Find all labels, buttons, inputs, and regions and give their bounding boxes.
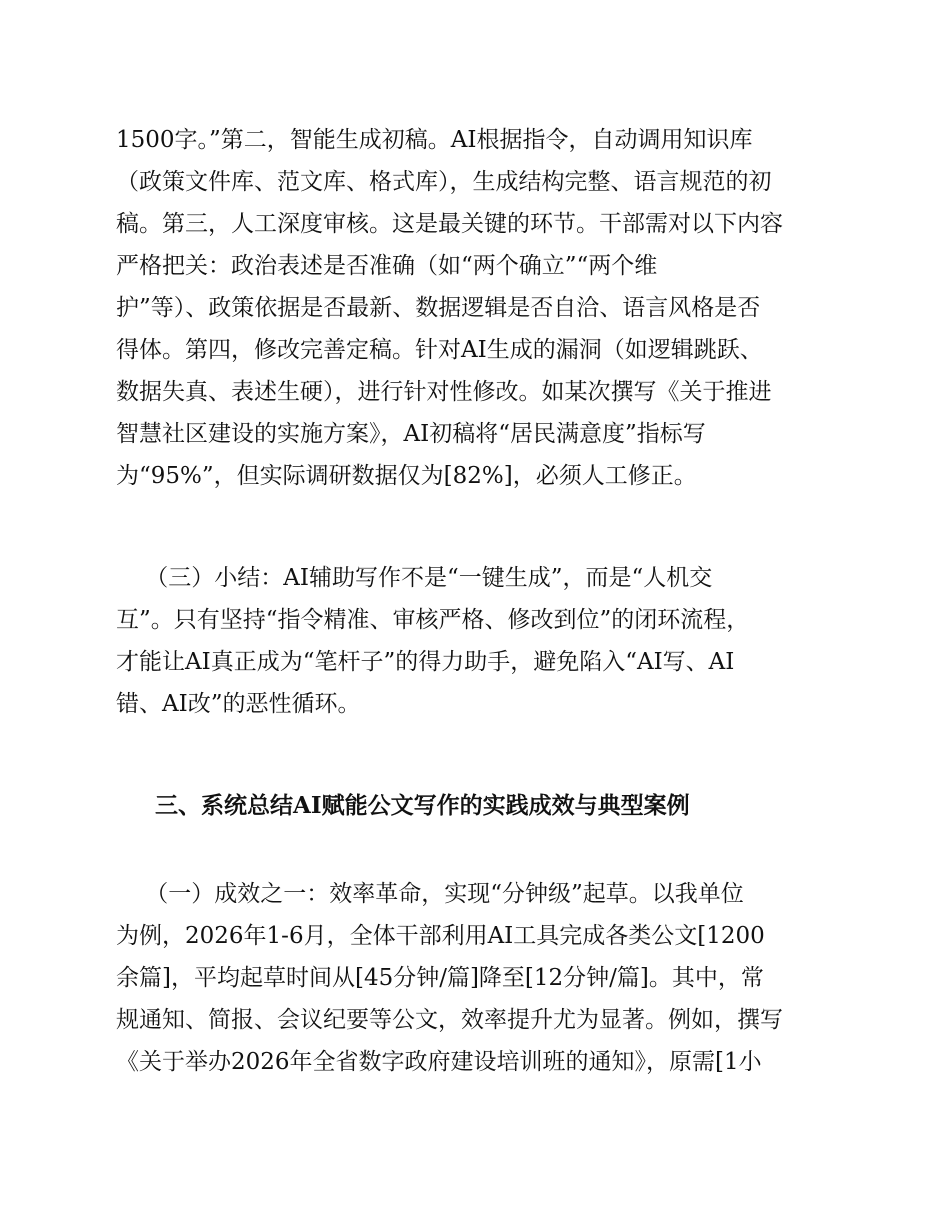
text-line: 余篇]，平均起草时间从[45分钟/篇]降至[12分钟/篇]。其中，常 <box>116 965 764 991</box>
text-line: （三）小结：AI辅助写作不是“一键生成”，而是“人机交 <box>116 565 713 591</box>
text-line: 为“95%”，但实际调研数据仅为[82%]，必须人工修正。 <box>116 463 697 489</box>
text-line: 护”等）、政策依据是否最新、数据逻辑是否自洽、语言风格是否 <box>116 295 761 321</box>
text-line: 智慧社区建设的实施方案》，AI初稿将“居民满意度”指标写 <box>116 421 706 447</box>
text-line: 规通知、简报、会议纪要等公文，效率提升尤为显著。例如，撰写 <box>116 1007 783 1033</box>
text-line: 1500字。”第二，智能生成初稿。AI根据指令，自动调用知识库 <box>116 127 753 153</box>
section-heading: 三、系统总结AI赋能公文写作的实践成效与典型案例 <box>155 792 690 819</box>
text-line: 得体。第四，修改完善定稿。针对AI生成的漏洞（如逻辑跳跃、 <box>116 337 763 363</box>
paragraph-summary <box>116 557 840 725</box>
paragraph-effectiveness <box>116 873 840 1083</box>
text-line: 稿。第三，人工深度审核。这是最关键的环节。干部需对以下内容 <box>116 211 783 237</box>
text-line: 才能让AI真正成为“笔杆子”的得力助手，避免陷入“AI写、AI <box>116 649 735 675</box>
paragraph-implementation-steps <box>116 119 840 497</box>
text-line: 错、AI改”的恶性循环。 <box>116 691 361 717</box>
text-line: 数据失真、表述生硬），进行针对性修改。如某次撰写《关于推进 <box>116 379 772 405</box>
text-line: 《关于举办2026年全省数字政府建设培训班的通知》，原需[1小 <box>116 1049 762 1075</box>
text-line: （政策文件库、范文库、格式库），生成结构完整、语言规范的初 <box>116 169 772 195</box>
text-line: （一）成效之一：效率革命，实现“分钟级”起草。以我单位 <box>116 881 744 907</box>
text-line: 严格把关：政治表述是否准确（如“两个确立”“两个维 <box>116 253 658 279</box>
text-line: 为例，2026年1-6月，全体干部利用AI工具完成各类公文[1200 <box>116 923 765 949</box>
text-line: 互”。只有坚持“指令精准、审核严格、修改到位”的闭环流程， <box>116 607 750 633</box>
